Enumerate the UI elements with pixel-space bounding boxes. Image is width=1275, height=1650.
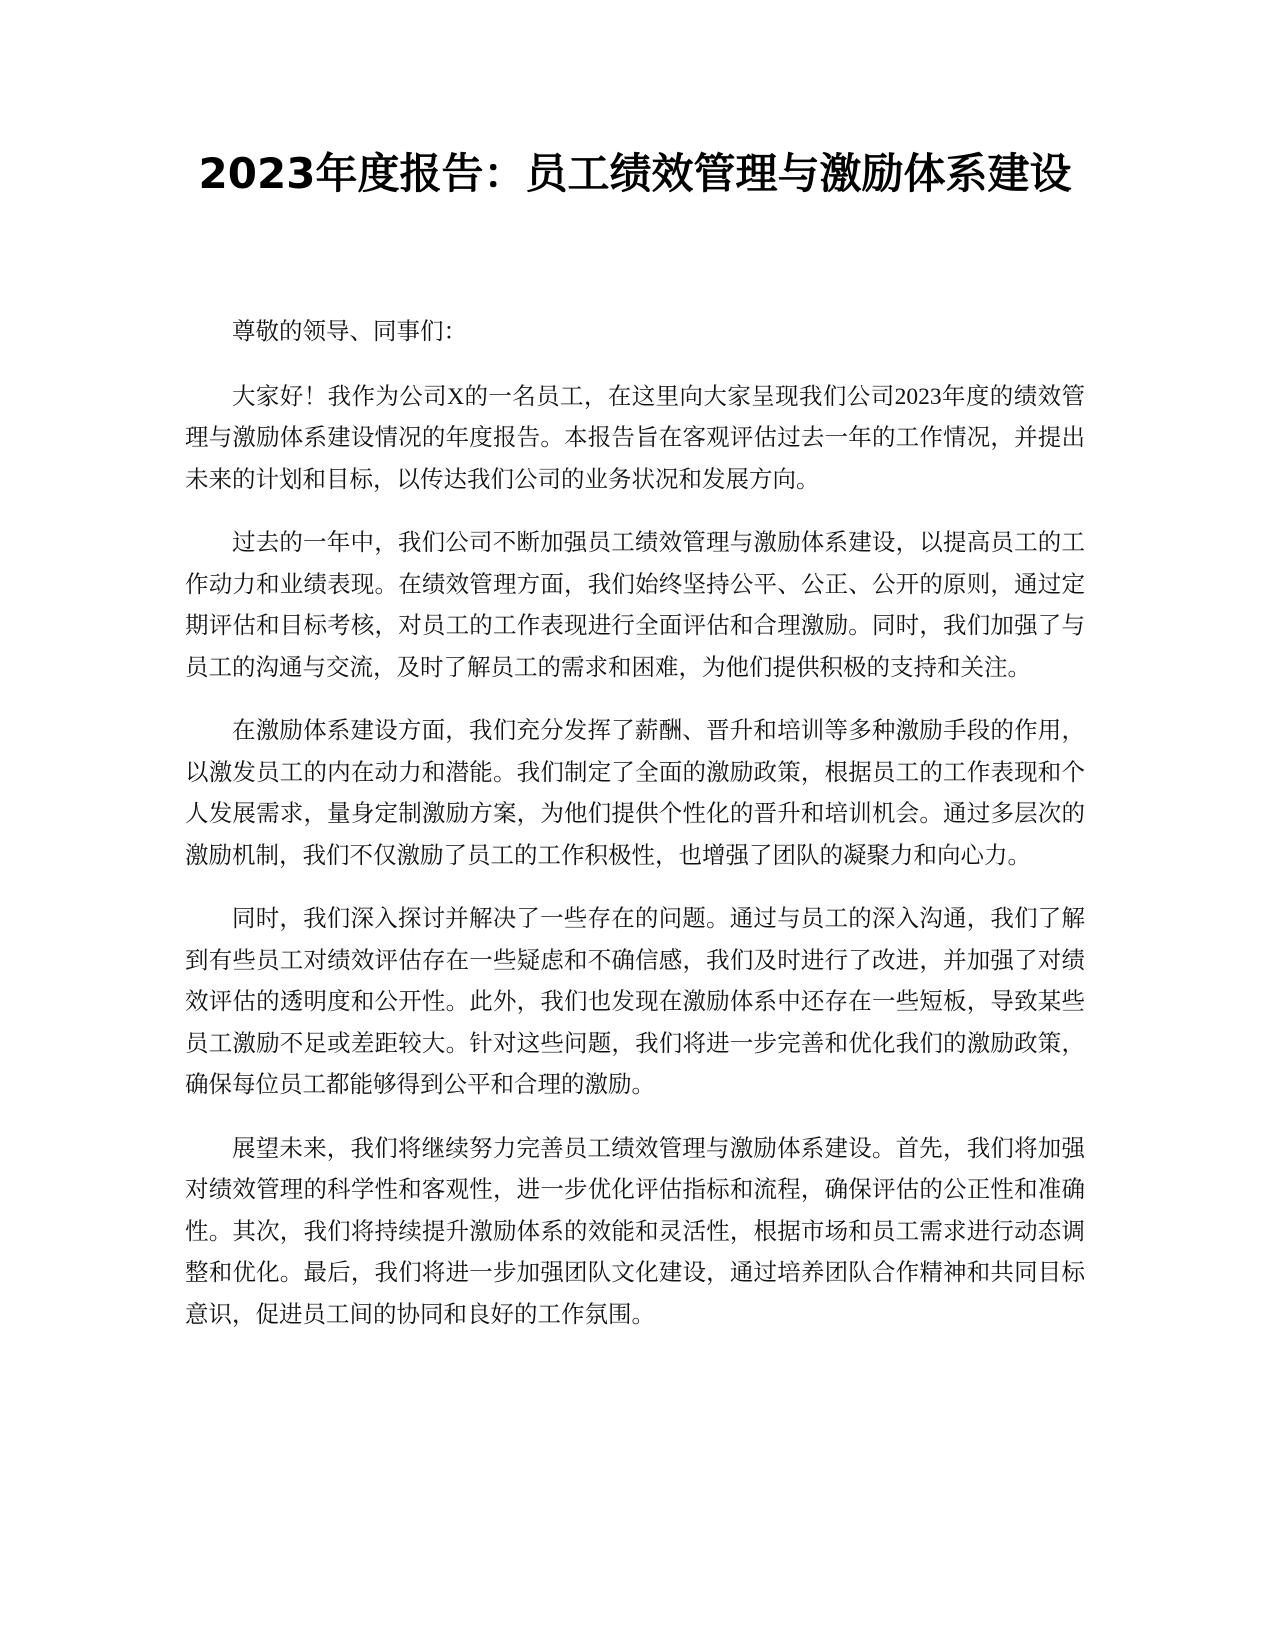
body-paragraph: 展望未来，我们将继续努力完善员工绩效管理与激励体系建设。首先，我们将加强对绩效管理的科学性和客观性，进一步优化评估指标和流程，确保评估的公正性和准确性。其次，我们将持续提升激励体系的效能和灵活性，根据市场和员工需求进行动态调整和优化。最后，我们将进一步加强团队文化建设，通过培养团队合作精神和共同目标意识，促进员工间的协同和良好的工作氛围。 [185, 1135, 1085, 1328]
body-paragraph: 大家好！我作为公司X的一名员工，在这里向大家呈现我们公司2023年度的绩效管理与激励体系建设情况的年度报告。本报告旨在客观评估过去一年的工作情况，并提出未来的计划和目标，以传达我们公司的业务状况和发展方向。 [185, 383, 1085, 493]
document-body [185, 312, 1085, 1358]
body-paragraph: 同时，我们深入探讨并解决了一些存在的问题。通过与员工的深入沟通，我们了解到有些员工对绩效评估存在一些疑虑和不确信感，我们及时进行了改进，并加强了对绩效评估的透明度和公开性。此外，我们也发现在激励体系中还存在一些短板，导致某些员工激励不足或差距较大。针对这些问题，我们将进一步完善和优化我们的激励政策，确保每位员工都能够得到公平和合理的激励。 [185, 906, 1085, 1098]
body-paragraph: 过去的一年中，我们公司不断加强员工绩效管理与激励体系建设，以提高员工的工作动力和业绩表现。在绩效管理方面，我们始终坚持公平、公正、公开的原则，通过定期评估和目标考核，对员工的工作表现进行全面评估和合理激励。同时，我们加强了与员工的沟通与交流，及时了解员工的需求和困难，为他们提供积极的支持和关注。 [185, 530, 1085, 681]
salutation: 尊敬的领导、同事们： [232, 319, 467, 345]
document-title: 2023年度报告：员工绩效管理与激励体系建设 [198, 149, 1072, 198]
body-paragraph: 在激励体系建设方面，我们充分发挥了薪酬、晋升和培训等多种激励手段的作用，以激发员工的内在动力和潜能。我们制定了全面的激励政策，根据员工的工作表现和个人发展需求，量身定制激励方案，为他们提供个性化的晋升和培训机会。通过多层次的激励机制，我们不仅激励了员工的工作积极性，也增强了团队的凝聚力和向心力。 [185, 718, 1085, 869]
